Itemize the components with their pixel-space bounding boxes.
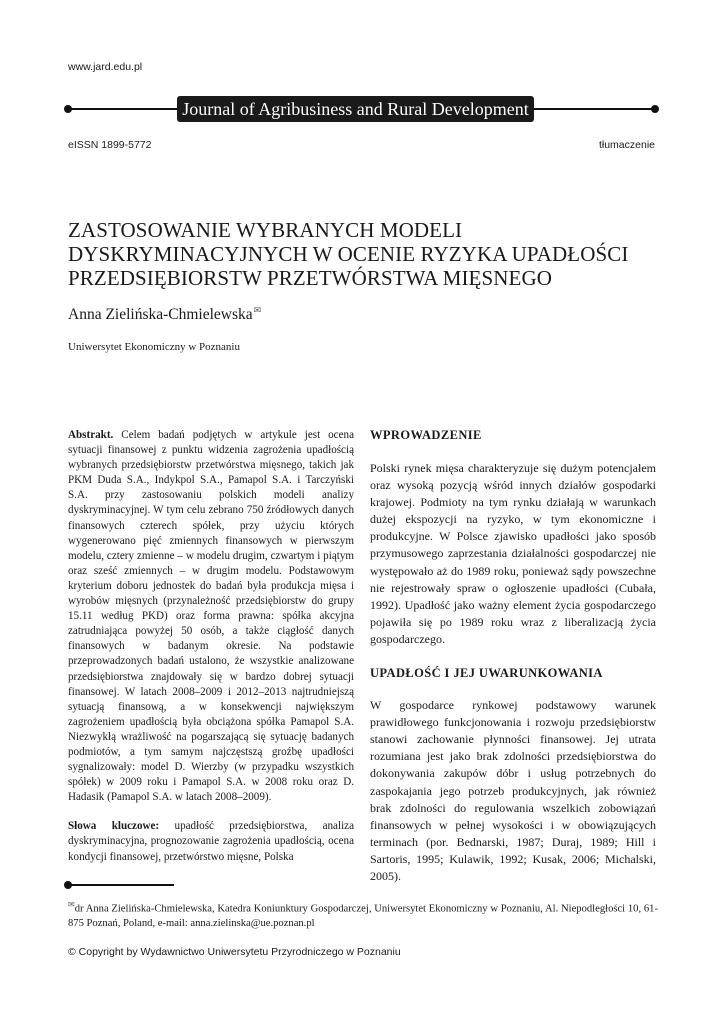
masthead-left-dot: [64, 105, 72, 113]
title-line: ZASTOSOWANIE WYBRANYCH MODELI: [68, 218, 463, 242]
keywords-label: Słowa kluczowe:: [68, 820, 160, 833]
eissn: eISSN 1899-5772: [68, 139, 152, 151]
title-line: PRZEDSIĘBIORSTW PRZETWÓRSTWA MIĘSNEGO: [68, 266, 552, 290]
journal-masthead: [64, 96, 659, 122]
abstract-paragraph: [68, 428, 354, 805]
author-name-text: Anna Zielińska-Chmielewska: [68, 306, 253, 324]
copyright: © Copyright by Wydawnictwo Uniwersytetu Przyrodniczego w Poznaniu: [68, 946, 401, 958]
site-url[interactable]: www.jard.edu.pl: [68, 61, 143, 73]
section-heading-introduction: WPROWADZENIE: [370, 428, 482, 442]
footnote-divider-dot: [64, 881, 72, 889]
abstract-column: [68, 428, 354, 865]
body-column: [370, 428, 656, 885]
section-heading-bankruptcy: UPADŁOŚĆ I JEJ UWARUNKOWANIA: [370, 666, 603, 681]
journal-name: Journal of Agribusiness and Rural Development: [177, 96, 534, 122]
author-footnote: [68, 898, 658, 932]
abstract-text: Celem badań podjętych w artykule jest ocena sytuacji finansowej z punktu widzenia zagrożenia upadłością wybranych przedsiębiorstw przetwórstwa mięsnego, takich jak PKM Duda S.A., Indykpol S.A., Pamapol S.A. i Tarczyński S.A. przy zastosowaniu polskich modeli analizy dyskryminacyjnej. W tym celu zebrano 750 źródłowych danych finansowych czterech spółek, przy użyciu których wygenerowano pięć zmiennych finansowych w pierwszym modelu, cztery zmienne – w modelu drugim, czwartym i piątym oraz sześć zmiennych – w drugim modelu. Podstawowym kryterium doboru jednostek do badań była produkcja mięsa i wyrobów mięsnych (przynależność przedsiębiorstw do grupy 15.11 według PKD) oraz forma prawna: spółka akcyjna zatrudniająca powyżej 50 osób, a także ciągłość danych finansowych w badanym okresie. Na podstawie przeprowadzonych badań ustalono, że wszystkie analizowane przedsiębiorstwa znajdowały się w bardzo dobrej sytuacji finansowej. W latach 2008–2009 i 2012–2013 najtrudniejszą sytuacją finansową, a w konsekwencji największym zagrożeniem upadłością była obciążona spółka Pamapol S.A. Niezwykłą wrażliwość na pogarszającą się sytuację badanych podmiotów, a tym samym najczęstszą groźbę upadłości sygnalizowały: model D. Wierzby (w przypadku wszystkich spółek) w 2009 roku i Pamapol S.A. w 2008 roku oraz D. Hadasik (Pamapol S.A. w latach 2008–2009).: [68, 429, 354, 804]
author-name: [68, 305, 261, 324]
footnote-divider-line: [68, 884, 174, 886]
bankruptcy-paragraph: W gospodarce rynkowej podstawowy warunek prawidłowego funkcjonowania i rozwoju przedsiębiorstw stanowi zachowanie płynności finansowej. Jej utrata rozumiana jest jako brak zdolności przedsiębiorstwa do dokonywania zakupów dóbr i usług potrzebnych do zaspokajania jego potrzeb produkcyjnych, jak również brak zdolności do regulowania wszelkich zobowiązań finansowych w pełnej wysokości i w obowiązujących terminach (por. Bednarski, 1987; Duraj, 1989; Hill i Sartoris, 1995; Kulawik, 1992; Kusak, 2006; Michalski, 2005).: [370, 698, 656, 883]
article-title: [68, 218, 668, 290]
footnote-text: dr Anna Zielińska-Chmielewska, Katedra Koniunktury Gospodarczej, Uniwersytet Ekonomiczny w Poznaniu, Al. Niepodległości 10, 61-875 Poznań, Poland, e-mail: anna.zielinska@ue.poznan.pl: [68, 903, 658, 930]
article-type: tłumaczenie: [598, 139, 655, 151]
envelope-icon: ✉: [68, 900, 75, 909]
author-affiliation: Uniwersytet Ekonomiczny w Poznaniu: [68, 341, 240, 353]
masthead-right-dot: [651, 105, 659, 113]
envelope-icon: ✉: [253, 305, 262, 315]
footnote-divider: [64, 881, 174, 889]
keywords-paragraph: [68, 819, 354, 864]
title-line: DYSKRYMINACYJNYCH W OCENIE RYZYKA UPADŁOŚCI: [68, 242, 629, 266]
introduction-paragraph: Polski rynek mięsa charakteryzuje się dużym potencjałem oraz wysoką pozycją wśród innych działów gospodarki krajowej. Podmioty na tym rynku działają w warunkach dużej ekspozycji na ryzyko, w tym ekonomiczne i produkcyjne. W Polsce zjawisko upadłości jako sposób przymusowego zaprzestania działalności gospodarczej nie występowało aż do 1989 roku, ponieważ sądy powszechne nie rejestrowały spraw o ogłoszenie upadłości (Cubała, 1992). Upadłość jako ważny element życia gospodarczego pojawiła się po 1989 roku wraz z liberalizacją życia gospodarczego.: [370, 461, 656, 646]
abstract-label: Abstrakt.: [68, 429, 114, 441]
keywords-text: upadłość przedsiębiorstwa, analiza dyskryminacyjna, prognozowanie zagrożenia upadłością, ocena kondycji finansowej, przetwórstwo mięsne, Polska: [68, 820, 354, 863]
